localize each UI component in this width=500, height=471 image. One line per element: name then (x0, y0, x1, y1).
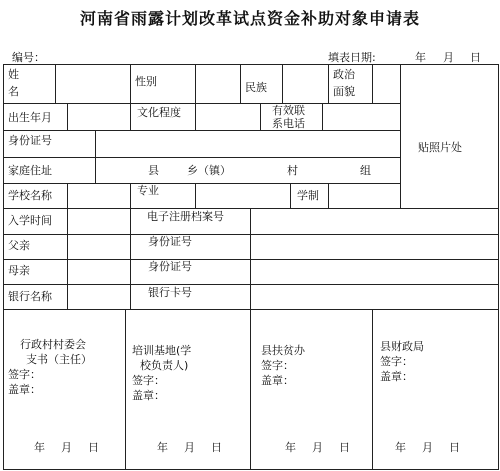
major-label: 专业 (137, 184, 159, 197)
training-base-approval (132, 344, 248, 402)
name-field[interactable] (56, 65, 129, 102)
archive-number-field[interactable] (251, 209, 497, 233)
bank-card-label: 银行卡号 (148, 286, 192, 299)
village-committee-date: 年 月 日 (34, 441, 99, 454)
training-base-date: 年 月 日 (157, 441, 222, 454)
id-number-field[interactable] (96, 131, 399, 156)
father-id-label: 身份证号 (148, 235, 192, 248)
father-id-field[interactable] (251, 235, 497, 258)
birth-date-label: 出生年月 (8, 111, 52, 124)
county-poverty-office-title: 县扶贫办 (261, 344, 305, 357)
gender-label: 性别 (135, 75, 157, 88)
bank-name-field[interactable] (68, 285, 129, 308)
fill-date-year: 年 (415, 51, 426, 64)
village-committee-sign: 签字： (8, 368, 41, 381)
form-title: 河南省雨露计划改革试点资金补助对象申请表 (79, 9, 420, 28)
ethnicity-label: 民族 (245, 81, 267, 94)
village-committee-title: 行政村村委会 (20, 338, 86, 351)
training-base-seal: 盖章： (132, 389, 165, 402)
contact-phone-label: 有效联 系电话 (272, 104, 305, 130)
political-status-field[interactable] (373, 65, 399, 102)
schooling-years-field[interactable] (329, 184, 399, 207)
address-village: 村 (287, 164, 298, 177)
address-township: 乡（镇） (187, 164, 231, 177)
training-base-sign: 签字： (132, 374, 165, 387)
photo-placeholder: 贴照片处 (418, 141, 462, 154)
education-field[interactable] (196, 104, 259, 129)
education-label: 文化程度 (137, 106, 181, 119)
father-name-field[interactable] (68, 235, 129, 258)
school-name-field[interactable] (68, 184, 129, 207)
mother-name-field[interactable] (68, 260, 129, 283)
mother-id-field[interactable] (251, 260, 497, 283)
enrollment-date-field[interactable] (68, 209, 129, 233)
fill-date-label: 填表日期: (328, 51, 376, 64)
county-finance-bureau-date: 年 月 日 (395, 441, 460, 454)
mother-label: 母亲 (8, 264, 30, 277)
enrollment-date-label: 入学时间 (8, 214, 52, 227)
village-committee-seal: 盖章： (8, 383, 41, 396)
training-base-subtitle: 校负责人) (140, 359, 189, 372)
school-name-label: 学校名称 (8, 189, 52, 202)
bank-name-label: 银行名称 (8, 290, 52, 303)
county-poverty-office-sign: 签字： (261, 359, 294, 372)
serial-number-label: 编号： (12, 51, 45, 64)
address-county: 县 (148, 164, 159, 177)
county-poverty-office-date: 年 月 日 (285, 441, 350, 454)
birth-date-field[interactable] (68, 104, 129, 129)
gender-field[interactable] (196, 65, 239, 102)
county-finance-bureau-sign: 签字： (380, 355, 413, 368)
training-base-title: 培训基地(学 (132, 344, 192, 357)
political-status-label: 政治 面貌 (333, 68, 355, 98)
village-committee-approval (8, 338, 124, 396)
county-finance-bureau-seal: 盖章： (380, 370, 413, 383)
archive-number-label: 电子注册档案号 (147, 210, 224, 223)
father-label: 父亲 (8, 239, 30, 252)
name-label: 姓 名 (8, 68, 19, 98)
fill-date-month: 月 (443, 51, 454, 64)
ethnicity-field[interactable] (283, 65, 327, 102)
county-finance-bureau-approval (380, 340, 496, 383)
schooling-years-label: 学制 (297, 189, 319, 202)
id-number-label: 身份证号 (8, 134, 52, 147)
major-field[interactable] (196, 184, 289, 207)
mother-id-label: 身份证号 (148, 260, 192, 273)
bank-card-field[interactable] (251, 285, 497, 308)
village-committee-subtitle: 支书（主任） (26, 353, 92, 366)
county-poverty-office-seal: 盖章： (261, 374, 294, 387)
fill-date-day: 日 (470, 51, 481, 64)
county-poverty-office-approval (261, 344, 371, 387)
home-address-label: 家庭住址 (8, 164, 52, 177)
county-finance-bureau-title: 县财政局 (380, 340, 424, 353)
contact-phone-field[interactable] (323, 104, 399, 129)
address-group: 组 (360, 164, 371, 177)
